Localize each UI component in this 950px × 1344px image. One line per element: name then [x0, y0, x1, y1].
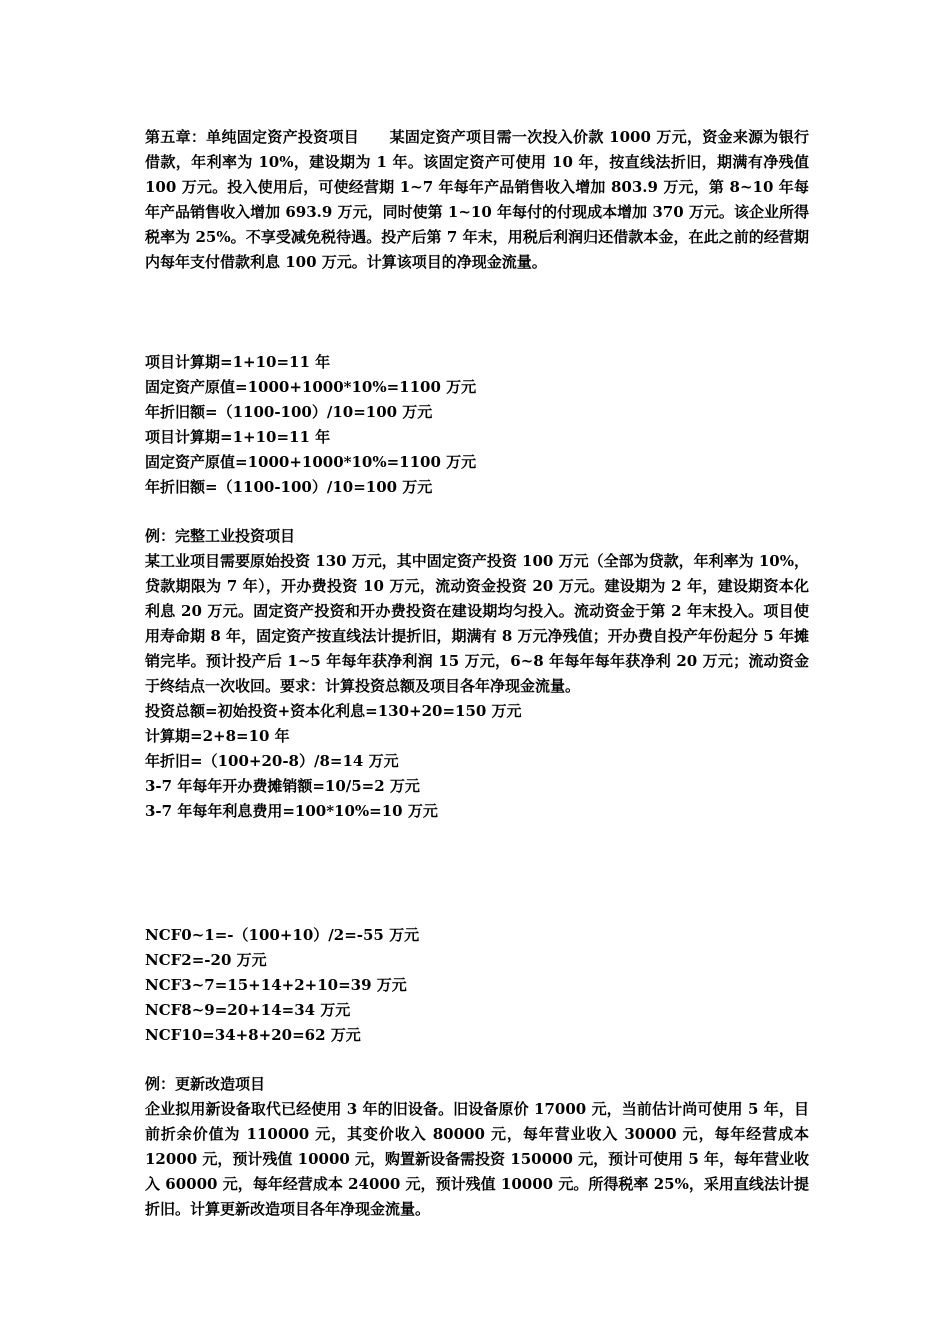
calc-line: 3-7 年每年开办费摊销额=10/5=2 万元	[145, 777, 420, 795]
calc-line: 固定资产原值=1000+1000*10%=1100 万元	[145, 453, 477, 471]
example-industrial-project	[145, 524, 809, 824]
calc-line: 投资总额=初始投资+资本化利息=130+20=150 万元	[145, 702, 522, 720]
calc-line: 年折旧=（100+20-8）/8=14 万元	[145, 752, 399, 770]
calc-line: 3-7 年每年利息费用=100*10%=10 万元	[145, 802, 438, 820]
ncf-line: NCF8~9=20+14=34 万元	[145, 1001, 351, 1019]
problem-text: 某工业项目需要原始投资 130 万元，其中固定资产投资 100 万元（全部为贷款，年利率为 10%，贷款期限为 7 年），开办费投资 10 万元，流动资金投资 20 万元。建设期为 2 年，建设期资本化利息 20 万元。固定资产投资和开办费投资在建设期均匀投入。流动资金于第 2 年末投入。项目使用寿命期 8 年，固定资产按直线法计提折旧，期满有 8 万元净残值；开办费自投产年份起分 5 年摊销完毕。预计投产后 1~5 年每年获净利润 15 万元，6~8 年每年每年获净利 20 万元；流动资金于终结点一次收回。要求：计算投资总额及项目各年净现金流量。	[145, 552, 809, 695]
ncf-line: NCF10=34+8+20=62 万元	[145, 1026, 361, 1044]
calc-line: 项目计算期=1+10=11 年	[145, 353, 331, 371]
chapter5-calculations	[145, 350, 809, 500]
problem-text: 第五章：单纯固定资产投资项目 某固定资产项目需一次投入价款 1000 万元，资金来源为银行借款，年利率为 10%，建设期为 1 年。该固定资产可使用 10 年，按直线法折旧，期满有净残值 100 万元。投入使用后，可使经营期 1~7 年每年产品销售收入增加 803.9 万元，第 8~10 年每年产品销售收入增加 693.9 万元，同时使第 1~10 年每付的付现成本增加 370 万元。该企业所得税率为 25%。不享受减免税待遇。投产后第 7 年末，用税后利润归还借款本金，在此之前的经营期内每年支付借款利息 100 万元。计算该项目的净现金流量。	[145, 128, 809, 271]
calc-line: 计算期=2+8=10 年	[145, 727, 290, 745]
calc-line: 年折旧额=（1100-100）/10=100 万元	[145, 478, 433, 496]
problem-text: 企业拟用新设备取代已经使用 3 年的旧设备。旧设备原价 17000 元，当前估计尚可使用 5 年，目前折余价值为 110000 元，其变价收入 80000 元，每年营业收入 30000 元，每年经营成本 12000 元，预计残值 10000 元，购置新设备需投资 150000 元，预计可使用 5 年，每年营业收入 60000 元，每年经营成本 24000 元，预计残值 10000 元。所得税率 25%，采用直线法计提折旧。计算更新改造项目各年净现金流量。	[145, 1100, 809, 1218]
ncf-line: NCF2=-20 万元	[145, 951, 267, 969]
ncf-results	[145, 923, 809, 1048]
example-title: 例：更新改造项目	[145, 1075, 266, 1093]
example-title: 例：完整工业投资项目	[145, 527, 296, 545]
ncf-line: NCF3~7=15+14+2+10=39 万元	[145, 976, 407, 994]
ncf-line: NCF0~1=-（100+10）/2=-55 万元	[145, 926, 420, 944]
calc-line: 年折旧额=（1100-100）/10=100 万元	[145, 403, 433, 421]
calc-line: 项目计算期=1+10=11 年	[145, 428, 331, 446]
example-renewal-project	[145, 1072, 809, 1222]
calc-line: 固定资产原值=1000+1000*10%=1100 万元	[145, 378, 477, 396]
chapter5-problem	[145, 125, 809, 275]
